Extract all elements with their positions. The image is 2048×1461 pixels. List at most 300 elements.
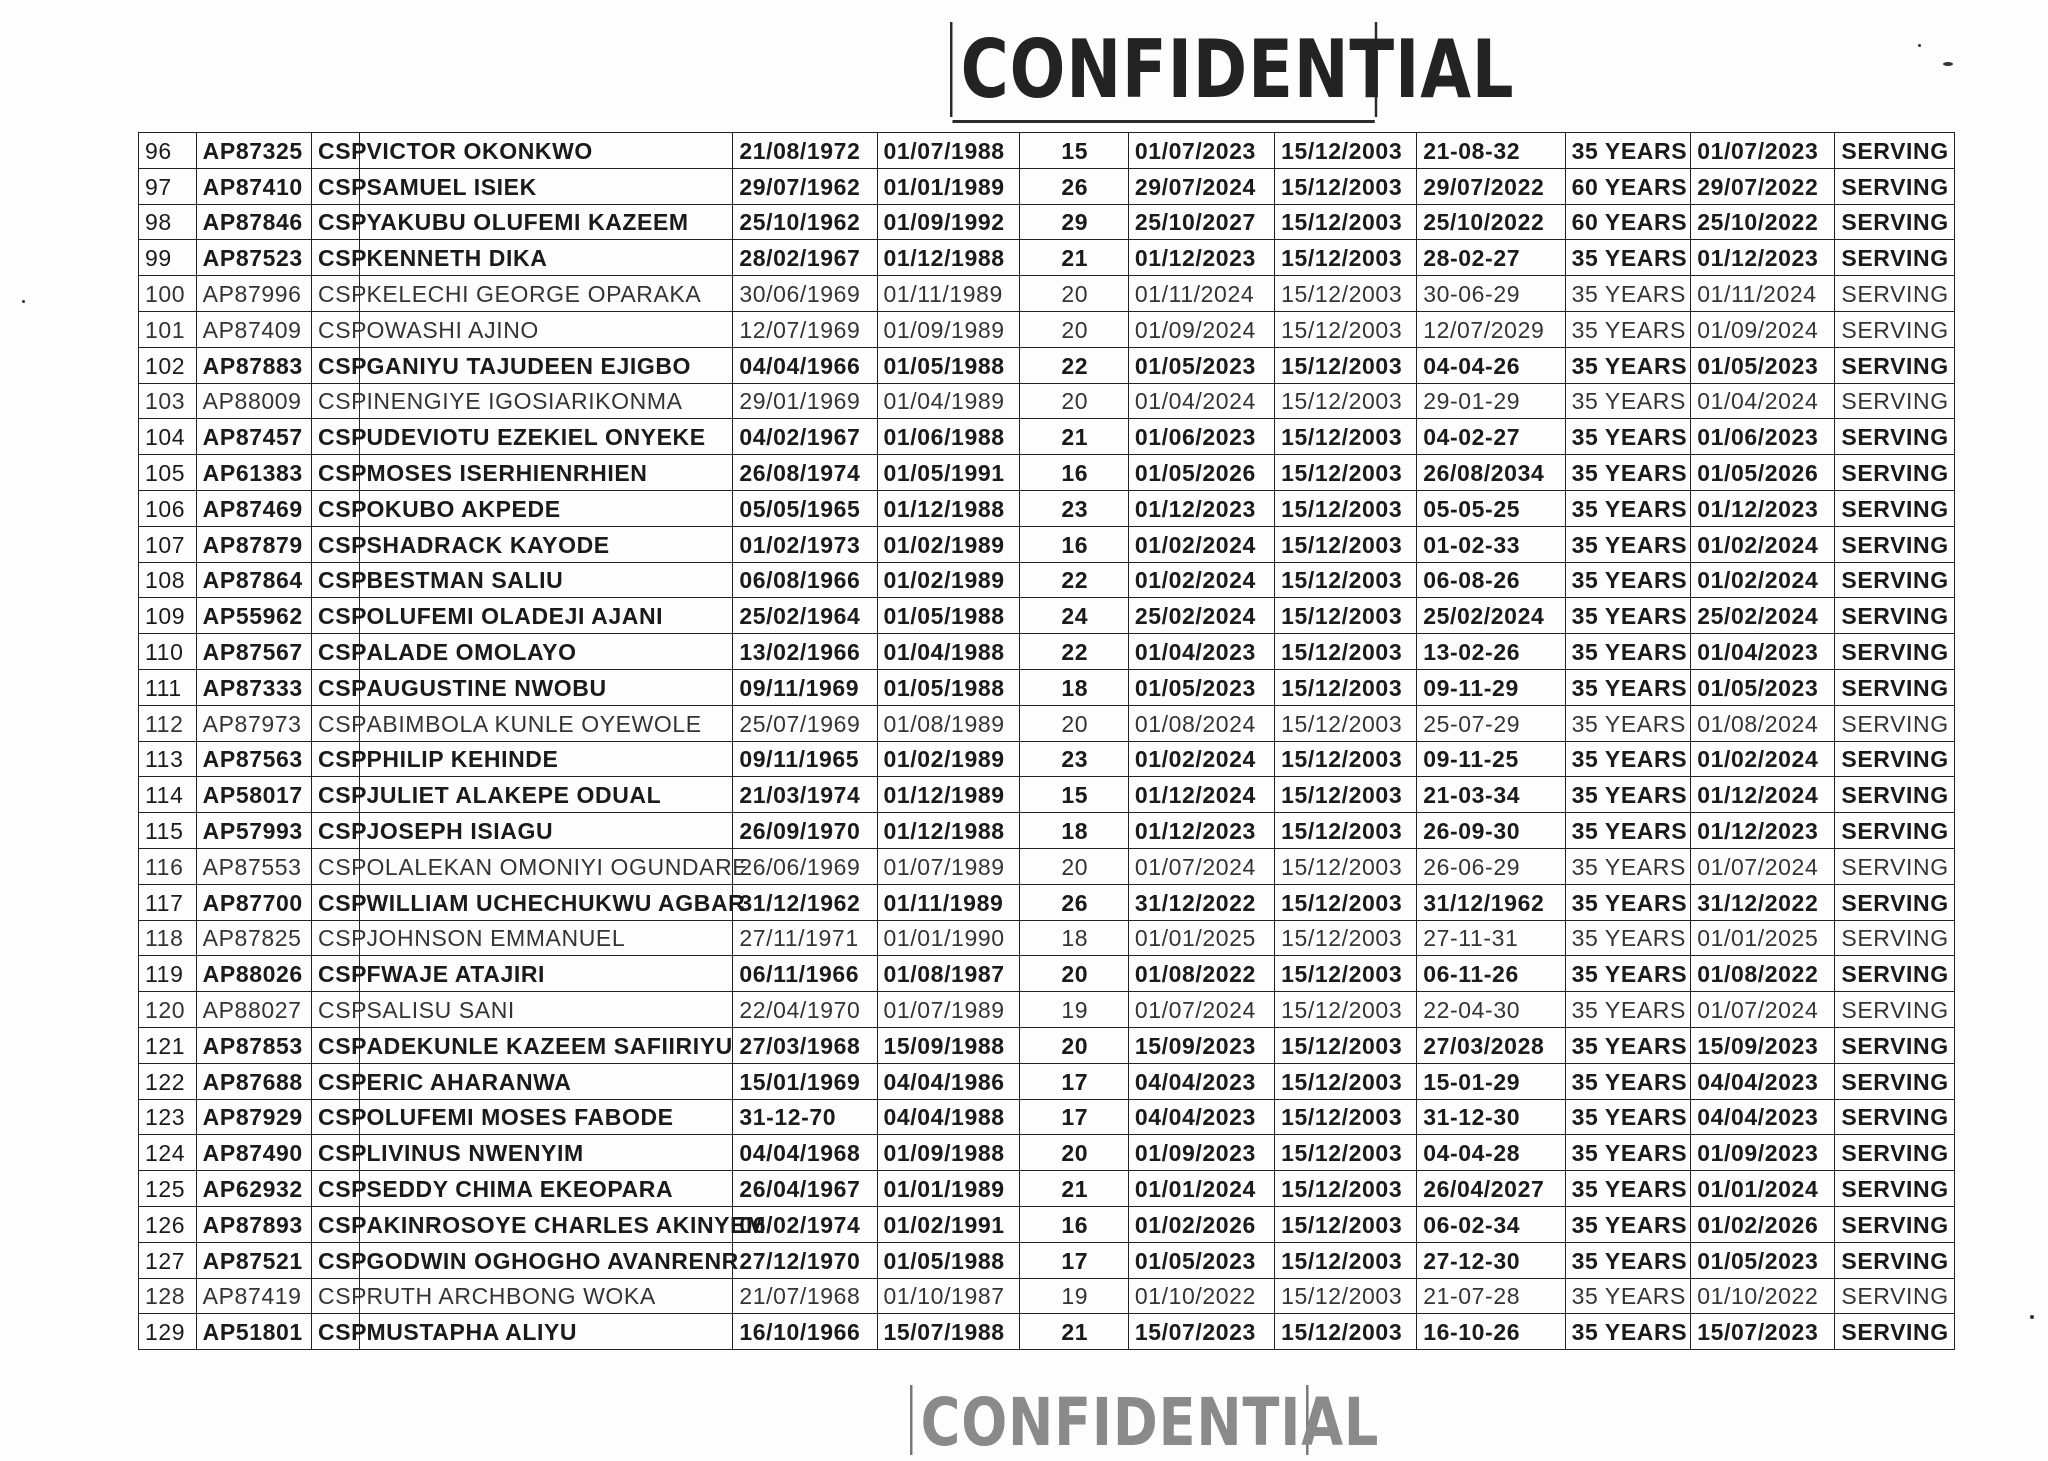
effective-date-cell: 31/12/2022 [1691, 884, 1835, 920]
status-cell: SERVING [1835, 598, 1955, 634]
rank-cell: CSP [312, 598, 360, 634]
rank-cell: CSP [312, 1171, 360, 1207]
expiry-date-cell: 13-02-26 [1417, 634, 1565, 670]
table-row [139, 777, 1955, 813]
promotion-date-cell: 15/12/2003 [1275, 1242, 1417, 1278]
name-cell: KELECHI GEORGE OPARAKA [360, 276, 733, 312]
retirement-basis-cell: 35 YEARS [1565, 848, 1691, 884]
effective-date-cell: 01/09/2024 [1691, 311, 1835, 347]
date-of-birth-cell: 06/11/1966 [733, 956, 877, 992]
serial-number-cell: 120 [139, 992, 197, 1028]
years-cell: 22 [1019, 634, 1128, 670]
retirement-date-cell: 01/02/2024 [1128, 741, 1274, 777]
effective-date-cell: 01/02/2024 [1691, 741, 1835, 777]
ap-number-cell: AP87893 [196, 1206, 311, 1242]
effective-date-cell: 01/12/2023 [1691, 240, 1835, 276]
status-cell: SERVING [1835, 992, 1955, 1028]
name-cell: KENNETH DIKA [360, 240, 733, 276]
effective-date-cell: 01/05/2026 [1691, 455, 1835, 491]
table-row [139, 598, 1955, 634]
table-row [139, 1206, 1955, 1242]
serial-number-cell: 117 [139, 884, 197, 920]
retirement-date-cell: 04/04/2023 [1128, 1063, 1274, 1099]
years-cell: 23 [1019, 490, 1128, 526]
rank-cell: CSP [312, 1206, 360, 1242]
status-cell: SERVING [1835, 1063, 1955, 1099]
date-of-enlistment-cell: 01/07/1989 [877, 848, 1019, 884]
ap-number-cell: AP58017 [196, 777, 311, 813]
serial-number-cell: 125 [139, 1171, 197, 1207]
serial-number-cell: 113 [139, 741, 197, 777]
expiry-date-cell: 26/04/2027 [1417, 1171, 1565, 1207]
serial-number-cell: 115 [139, 813, 197, 849]
years-cell: 26 [1019, 168, 1128, 204]
ap-number-cell: AP55962 [196, 598, 311, 634]
table-row [139, 526, 1955, 562]
name-cell: OWASHI AJINO [360, 311, 733, 347]
promotion-date-cell: 15/12/2003 [1275, 311, 1417, 347]
date-of-birth-cell: 05/05/1965 [733, 490, 877, 526]
promotion-date-cell: 15/12/2003 [1275, 1099, 1417, 1135]
ap-number-cell: AP87825 [196, 920, 311, 956]
effective-date-cell: 01/05/2023 [1691, 1242, 1835, 1278]
years-cell: 20 [1019, 1027, 1128, 1063]
ap-number-cell: AP87864 [196, 562, 311, 598]
status-cell: SERVING [1835, 204, 1955, 240]
retirement-basis-cell: 35 YEARS [1565, 490, 1691, 526]
effective-date-cell: 01/05/2023 [1691, 347, 1835, 383]
date-of-birth-cell: 22/04/1970 [733, 992, 877, 1028]
expiry-date-cell: 21-07-28 [1417, 1278, 1565, 1314]
serial-number-cell: 127 [139, 1242, 197, 1278]
serial-number-cell: 109 [139, 598, 197, 634]
ap-number-cell: AP87490 [196, 1135, 311, 1171]
effective-date-cell: 29/07/2022 [1691, 168, 1835, 204]
date-of-birth-cell: 29/01/1969 [733, 383, 877, 419]
serial-number-cell: 107 [139, 526, 197, 562]
effective-date-cell: 01/08/2022 [1691, 956, 1835, 992]
years-cell: 18 [1019, 813, 1128, 849]
ap-number-cell: AP87325 [196, 133, 311, 169]
name-cell: LIVINUS NWENYIM [360, 1135, 733, 1171]
rank-cell: CSP [312, 276, 360, 312]
rank-cell: CSP [312, 920, 360, 956]
promotion-date-cell: 15/12/2003 [1275, 956, 1417, 992]
years-cell: 23 [1019, 741, 1128, 777]
date-of-birth-cell: 27/11/1971 [733, 920, 877, 956]
retirement-basis-cell: 35 YEARS [1565, 920, 1691, 956]
ap-number-cell: AP87973 [196, 705, 311, 741]
scan-speck [1943, 62, 1953, 66]
effective-date-cell: 04/04/2023 [1691, 1099, 1835, 1135]
serial-number-cell: 123 [139, 1099, 197, 1135]
effective-date-cell: 25/02/2024 [1691, 598, 1835, 634]
table-row [139, 347, 1955, 383]
retirement-date-cell: 25/02/2024 [1128, 598, 1274, 634]
rank-cell: CSP [312, 956, 360, 992]
retirement-date-cell: 01/12/2024 [1128, 777, 1274, 813]
status-cell: SERVING [1835, 526, 1955, 562]
retirement-date-cell: 01/08/2022 [1128, 956, 1274, 992]
retirement-date-cell: 01/01/2024 [1128, 1171, 1274, 1207]
promotion-date-cell: 15/12/2003 [1275, 1314, 1417, 1350]
table-row [139, 311, 1955, 347]
ap-number-cell: AP87996 [196, 276, 311, 312]
effective-date-cell: 25/10/2022 [1691, 204, 1835, 240]
serial-number-cell: 96 [139, 133, 197, 169]
rank-cell: CSP [312, 1027, 360, 1063]
effective-date-cell: 01/04/2024 [1691, 383, 1835, 419]
status-cell: SERVING [1835, 490, 1955, 526]
rank-cell: CSP [312, 133, 360, 169]
rank-cell: CSP [312, 455, 360, 491]
rank-cell: CSP [312, 383, 360, 419]
name-cell: OLUFEMI MOSES FABODE [360, 1099, 733, 1135]
table-row [139, 920, 1955, 956]
name-cell: MOSES ISERHIENRHIEN [360, 455, 733, 491]
serial-number-cell: 128 [139, 1278, 197, 1314]
date-of-birth-cell: 25/07/1969 [733, 705, 877, 741]
retirement-date-cell: 01/08/2024 [1128, 705, 1274, 741]
ap-number-cell: AP87333 [196, 669, 311, 705]
table-row [139, 383, 1955, 419]
years-cell: 16 [1019, 1206, 1128, 1242]
years-cell: 17 [1019, 1063, 1128, 1099]
retirement-basis-cell: 35 YEARS [1565, 419, 1691, 455]
name-cell: OKUBO AKPEDE [360, 490, 733, 526]
retirement-date-cell: 01/12/2023 [1128, 490, 1274, 526]
date-of-enlistment-cell: 01/12/1988 [877, 813, 1019, 849]
date-of-enlistment-cell: 01/11/1989 [877, 884, 1019, 920]
expiry-date-cell: 15-01-29 [1417, 1063, 1565, 1099]
date-of-birth-cell: 27/03/1968 [733, 1027, 877, 1063]
serial-number-cell: 116 [139, 848, 197, 884]
retirement-date-cell: 01/05/2026 [1128, 455, 1274, 491]
table-row [139, 813, 1955, 849]
date-of-enlistment-cell: 01/02/1991 [877, 1206, 1019, 1242]
date-of-enlistment-cell: 01/07/1988 [877, 133, 1019, 169]
promotion-date-cell: 15/12/2003 [1275, 1278, 1417, 1314]
table-row [139, 455, 1955, 491]
retirement-basis-cell: 35 YEARS [1565, 133, 1691, 169]
date-of-birth-cell: 27/12/1970 [733, 1242, 877, 1278]
expiry-date-cell: 30-06-29 [1417, 276, 1565, 312]
date-of-enlistment-cell: 01/05/1988 [877, 598, 1019, 634]
date-of-birth-cell: 25/02/1964 [733, 598, 877, 634]
promotion-date-cell: 15/12/2003 [1275, 634, 1417, 670]
effective-date-cell: 01/10/2022 [1691, 1278, 1835, 1314]
expiry-date-cell: 26-09-30 [1417, 813, 1565, 849]
ap-number-cell: AP87853 [196, 1027, 311, 1063]
name-cell: YAKUBU OLUFEMI KAZEEM [360, 204, 733, 240]
name-cell: JULIET ALAKEPE ODUAL [360, 777, 733, 813]
retirement-date-cell: 01/09/2023 [1128, 1135, 1274, 1171]
serial-number-cell: 100 [139, 276, 197, 312]
date-of-enlistment-cell: 01/12/1988 [877, 490, 1019, 526]
table-row [139, 204, 1955, 240]
rank-cell: CSP [312, 1135, 360, 1171]
date-of-birth-cell: 06/02/1974 [733, 1206, 877, 1242]
scan-speck [22, 300, 25, 303]
expiry-date-cell: 12/07/2029 [1417, 311, 1565, 347]
date-of-birth-cell: 21/03/1974 [733, 777, 877, 813]
date-of-birth-cell: 31/12/1962 [733, 884, 877, 920]
date-of-enlistment-cell: 04/04/1988 [877, 1099, 1019, 1135]
date-of-enlistment-cell: 01/05/1988 [877, 1242, 1019, 1278]
retirement-basis-cell: 35 YEARS [1565, 1314, 1691, 1350]
ap-number-cell: AP87700 [196, 884, 311, 920]
name-cell: ADEKUNLE KAZEEM SAFIIRIYU [360, 1027, 733, 1063]
name-cell: PHILIP KEHINDE [360, 741, 733, 777]
date-of-enlistment-cell: 01/06/1988 [877, 419, 1019, 455]
retirement-date-cell: 01/04/2024 [1128, 383, 1274, 419]
years-cell: 20 [1019, 956, 1128, 992]
rank-cell: CSP [312, 562, 360, 598]
promotion-date-cell: 15/12/2003 [1275, 920, 1417, 956]
expiry-date-cell: 04-04-26 [1417, 347, 1565, 383]
promotion-date-cell: 15/12/2003 [1275, 240, 1417, 276]
date-of-enlistment-cell: 01/01/1990 [877, 920, 1019, 956]
date-of-enlistment-cell: 01/07/1989 [877, 992, 1019, 1028]
promotion-date-cell: 15/12/2003 [1275, 1135, 1417, 1171]
table-row [139, 848, 1955, 884]
years-cell: 20 [1019, 276, 1128, 312]
date-of-enlistment-cell: 01/01/1989 [877, 1171, 1019, 1207]
table-row [139, 1278, 1955, 1314]
expiry-date-cell: 29-01-29 [1417, 383, 1565, 419]
date-of-enlistment-cell: 01/04/1988 [877, 634, 1019, 670]
ap-number-cell: AP88027 [196, 992, 311, 1028]
rank-cell: CSP [312, 848, 360, 884]
status-cell: SERVING [1835, 455, 1955, 491]
name-cell: GODWIN OGHOGHO AVANRENR [360, 1242, 733, 1278]
expiry-date-cell: 31-12-30 [1417, 1099, 1565, 1135]
date-of-birth-cell: 01/02/1973 [733, 526, 877, 562]
date-of-birth-cell: 25/10/1962 [733, 204, 877, 240]
expiry-date-cell: 25/02/2024 [1417, 598, 1565, 634]
retirement-date-cell: 01/10/2022 [1128, 1278, 1274, 1314]
rank-cell: CSP [312, 240, 360, 276]
status-cell: SERVING [1835, 848, 1955, 884]
expiry-date-cell: 26/08/2034 [1417, 455, 1565, 491]
name-cell: VICTOR OKONKWO [360, 133, 733, 169]
years-cell: 16 [1019, 455, 1128, 491]
promotion-date-cell: 15/12/2003 [1275, 705, 1417, 741]
expiry-date-cell: 26-06-29 [1417, 848, 1565, 884]
expiry-date-cell: 28-02-27 [1417, 240, 1565, 276]
date-of-birth-cell: 04/04/1966 [733, 347, 877, 383]
status-cell: SERVING [1835, 419, 1955, 455]
serial-number-cell: 124 [139, 1135, 197, 1171]
promotion-date-cell: 15/12/2003 [1275, 1063, 1417, 1099]
years-cell: 17 [1019, 1099, 1128, 1135]
date-of-birth-cell: 21/08/1972 [733, 133, 877, 169]
status-cell: SERVING [1835, 777, 1955, 813]
retirement-date-cell: 01/07/2024 [1128, 848, 1274, 884]
years-cell: 21 [1019, 1314, 1128, 1350]
confidential-stamp-top: CONFIDENTIAL [950, 22, 1377, 117]
expiry-date-cell: 09-11-29 [1417, 669, 1565, 705]
effective-date-cell: 01/08/2024 [1691, 705, 1835, 741]
effective-date-cell: 01/11/2024 [1691, 276, 1835, 312]
date-of-birth-cell: 04/04/1968 [733, 1135, 877, 1171]
rank-cell: CSP [312, 884, 360, 920]
table-row [139, 669, 1955, 705]
ap-number-cell: AP57993 [196, 813, 311, 849]
name-cell: ALADE OMOLAYO [360, 634, 733, 670]
expiry-date-cell: 29/07/2022 [1417, 168, 1565, 204]
years-cell: 16 [1019, 526, 1128, 562]
date-of-birth-cell: 29/07/1962 [733, 168, 877, 204]
name-cell: ERIC AHARANWA [360, 1063, 733, 1099]
effective-date-cell: 01/12/2024 [1691, 777, 1835, 813]
table-row [139, 562, 1955, 598]
serial-number-cell: 126 [139, 1206, 197, 1242]
table-row [139, 1135, 1955, 1171]
table-row [139, 1099, 1955, 1135]
expiry-date-cell: 05-05-25 [1417, 490, 1565, 526]
status-cell: SERVING [1835, 741, 1955, 777]
retirement-basis-cell: 35 YEARS [1565, 1278, 1691, 1314]
name-cell: AUGUSTINE NWOBU [360, 669, 733, 705]
promotion-date-cell: 15/12/2003 [1275, 204, 1417, 240]
retirement-date-cell: 01/01/2025 [1128, 920, 1274, 956]
table-row [139, 240, 1955, 276]
retirement-date-cell: 01/12/2023 [1128, 813, 1274, 849]
status-cell: SERVING [1835, 920, 1955, 956]
years-cell: 19 [1019, 1278, 1128, 1314]
retirement-date-cell: 01/02/2026 [1128, 1206, 1274, 1242]
effective-date-cell: 15/07/2023 [1691, 1314, 1835, 1350]
promotion-date-cell: 15/12/2003 [1275, 1027, 1417, 1063]
ap-number-cell: AP87523 [196, 240, 311, 276]
ap-number-cell: AP87469 [196, 490, 311, 526]
scan-speck [2030, 1315, 2034, 1319]
serial-number-cell: 110 [139, 634, 197, 670]
years-cell: 20 [1019, 848, 1128, 884]
date-of-enlistment-cell: 01/12/1989 [877, 777, 1019, 813]
expiry-date-cell: 21-03-34 [1417, 777, 1565, 813]
ap-number-cell: AP88026 [196, 956, 311, 992]
name-cell: FWAJE ATAJIRI [360, 956, 733, 992]
promotion-date-cell: 15/12/2003 [1275, 526, 1417, 562]
expiry-date-cell: 27/03/2028 [1417, 1027, 1565, 1063]
effective-date-cell: 01/07/2024 [1691, 992, 1835, 1028]
years-cell: 20 [1019, 311, 1128, 347]
table-body [139, 133, 1955, 1350]
retirement-basis-cell: 35 YEARS [1565, 240, 1691, 276]
date-of-birth-cell: 09/11/1969 [733, 669, 877, 705]
date-of-birth-cell: 26/06/1969 [733, 848, 877, 884]
status-cell: SERVING [1835, 813, 1955, 849]
years-cell: 20 [1019, 705, 1128, 741]
serial-number-cell: 108 [139, 562, 197, 598]
promotion-date-cell: 15/12/2003 [1275, 562, 1417, 598]
retirement-basis-cell: 35 YEARS [1565, 598, 1691, 634]
status-cell: SERVING [1835, 562, 1955, 598]
effective-date-cell: 01/02/2024 [1691, 562, 1835, 598]
serial-number-cell: 111 [139, 669, 197, 705]
expiry-date-cell: 06-02-34 [1417, 1206, 1565, 1242]
status-cell: SERVING [1835, 1278, 1955, 1314]
ap-number-cell: AP61383 [196, 455, 311, 491]
retirement-basis-cell: 35 YEARS [1565, 777, 1691, 813]
date-of-enlistment-cell: 01/10/1987 [877, 1278, 1019, 1314]
status-cell: SERVING [1835, 276, 1955, 312]
status-cell: SERVING [1835, 168, 1955, 204]
ap-number-cell: AP87553 [196, 848, 311, 884]
personnel-table [138, 132, 1955, 1350]
date-of-enlistment-cell: 01/08/1989 [877, 705, 1019, 741]
promotion-date-cell: 15/12/2003 [1275, 669, 1417, 705]
years-cell: 21 [1019, 419, 1128, 455]
table-row [139, 1063, 1955, 1099]
effective-date-cell: 01/05/2023 [1691, 669, 1835, 705]
name-cell: UDEVIOTU EZEKIEL ONYEKE [360, 419, 733, 455]
retirement-date-cell: 01/11/2024 [1128, 276, 1274, 312]
retirement-basis-cell: 35 YEARS [1565, 956, 1691, 992]
date-of-birth-cell: 26/04/1967 [733, 1171, 877, 1207]
promotion-date-cell: 15/12/2003 [1275, 1171, 1417, 1207]
name-cell: WILLIAM UCHECHUKWU AGBAR [360, 884, 733, 920]
retirement-basis-cell: 35 YEARS [1565, 526, 1691, 562]
ap-number-cell: AP87879 [196, 526, 311, 562]
rank-cell: CSP [312, 813, 360, 849]
status-cell: SERVING [1835, 1314, 1955, 1350]
rank-cell: CSP [312, 204, 360, 240]
serial-number-cell: 129 [139, 1314, 197, 1350]
ap-number-cell: AP87567 [196, 634, 311, 670]
promotion-date-cell: 15/12/2003 [1275, 383, 1417, 419]
name-cell: SHADRACK KAYODE [360, 526, 733, 562]
table-row [139, 419, 1955, 455]
serial-number-cell: 99 [139, 240, 197, 276]
rank-cell: CSP [312, 705, 360, 741]
rank-cell: CSP [312, 311, 360, 347]
status-cell: SERVING [1835, 705, 1955, 741]
table-row [139, 634, 1955, 670]
table-row [139, 1027, 1955, 1063]
name-cell: GANIYU TAJUDEEN EJIGBO [360, 347, 733, 383]
status-cell: SERVING [1835, 1242, 1955, 1278]
retirement-basis-cell: 60 YEARS [1565, 168, 1691, 204]
retirement-basis-cell: 35 YEARS [1565, 1099, 1691, 1135]
promotion-date-cell: 15/12/2003 [1275, 133, 1417, 169]
serial-number-cell: 122 [139, 1063, 197, 1099]
date-of-birth-cell: 31-12-70 [733, 1099, 877, 1135]
serial-number-cell: 121 [139, 1027, 197, 1063]
serial-number-cell: 104 [139, 419, 197, 455]
rank-cell: CSP [312, 1242, 360, 1278]
status-cell: SERVING [1835, 1206, 1955, 1242]
promotion-date-cell: 15/12/2003 [1275, 347, 1417, 383]
retirement-basis-cell: 35 YEARS [1565, 1063, 1691, 1099]
confidential-stamp-bottom: CONFIDENTIAL [910, 1385, 1309, 1455]
date-of-enlistment-cell: 01/08/1987 [877, 956, 1019, 992]
date-of-enlistment-cell: 01/05/1988 [877, 347, 1019, 383]
serial-number-cell: 101 [139, 311, 197, 347]
promotion-date-cell: 15/12/2003 [1275, 168, 1417, 204]
retirement-basis-cell: 35 YEARS [1565, 347, 1691, 383]
status-cell: SERVING [1835, 634, 1955, 670]
expiry-date-cell: 04-04-28 [1417, 1135, 1565, 1171]
promotion-date-cell: 15/12/2003 [1275, 813, 1417, 849]
retirement-date-cell: 01/05/2023 [1128, 1242, 1274, 1278]
years-cell: 24 [1019, 598, 1128, 634]
promotion-date-cell: 15/12/2003 [1275, 1206, 1417, 1242]
date-of-enlistment-cell: 01/02/1989 [877, 562, 1019, 598]
retirement-basis-cell: 35 YEARS [1565, 992, 1691, 1028]
